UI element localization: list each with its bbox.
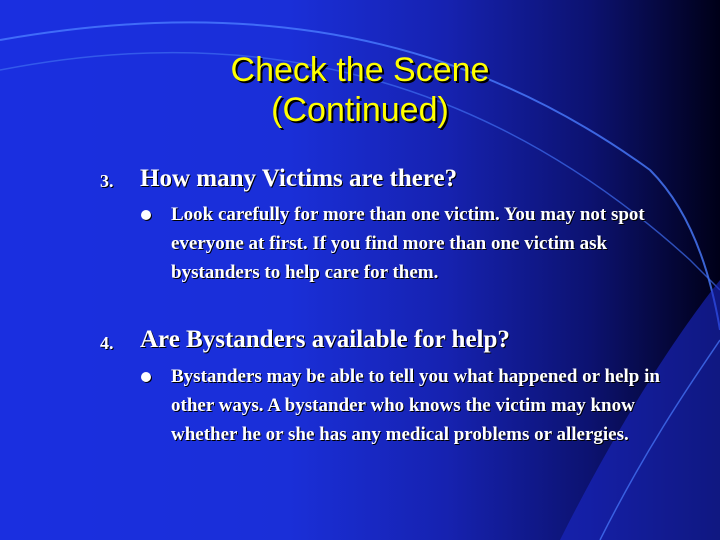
bullet-text: Bystanders may be able to tell you what happened or help in other ways. A bystander who knows the victim may know whether he or she has any medical problems or allergies. [171, 366, 660, 445]
slide-title [0, 50, 720, 130]
bullet-icon [141, 372, 151, 382]
item-heading: How many Victims are there? [140, 165, 458, 192]
bullet-icon [141, 210, 151, 220]
bullet-text: Look carefully for more than one victim. You may not spot everyone at first. If you find more than one victim ask bystanders to help care for them. [171, 204, 645, 283]
item-number: 3. [100, 171, 114, 191]
item-number: 4. [100, 333, 114, 353]
title-line-2: (Continued) [271, 91, 449, 129]
title-line-1: Check the Scene [230, 51, 490, 89]
item-heading: Are Bystanders available for help? [140, 326, 510, 353]
